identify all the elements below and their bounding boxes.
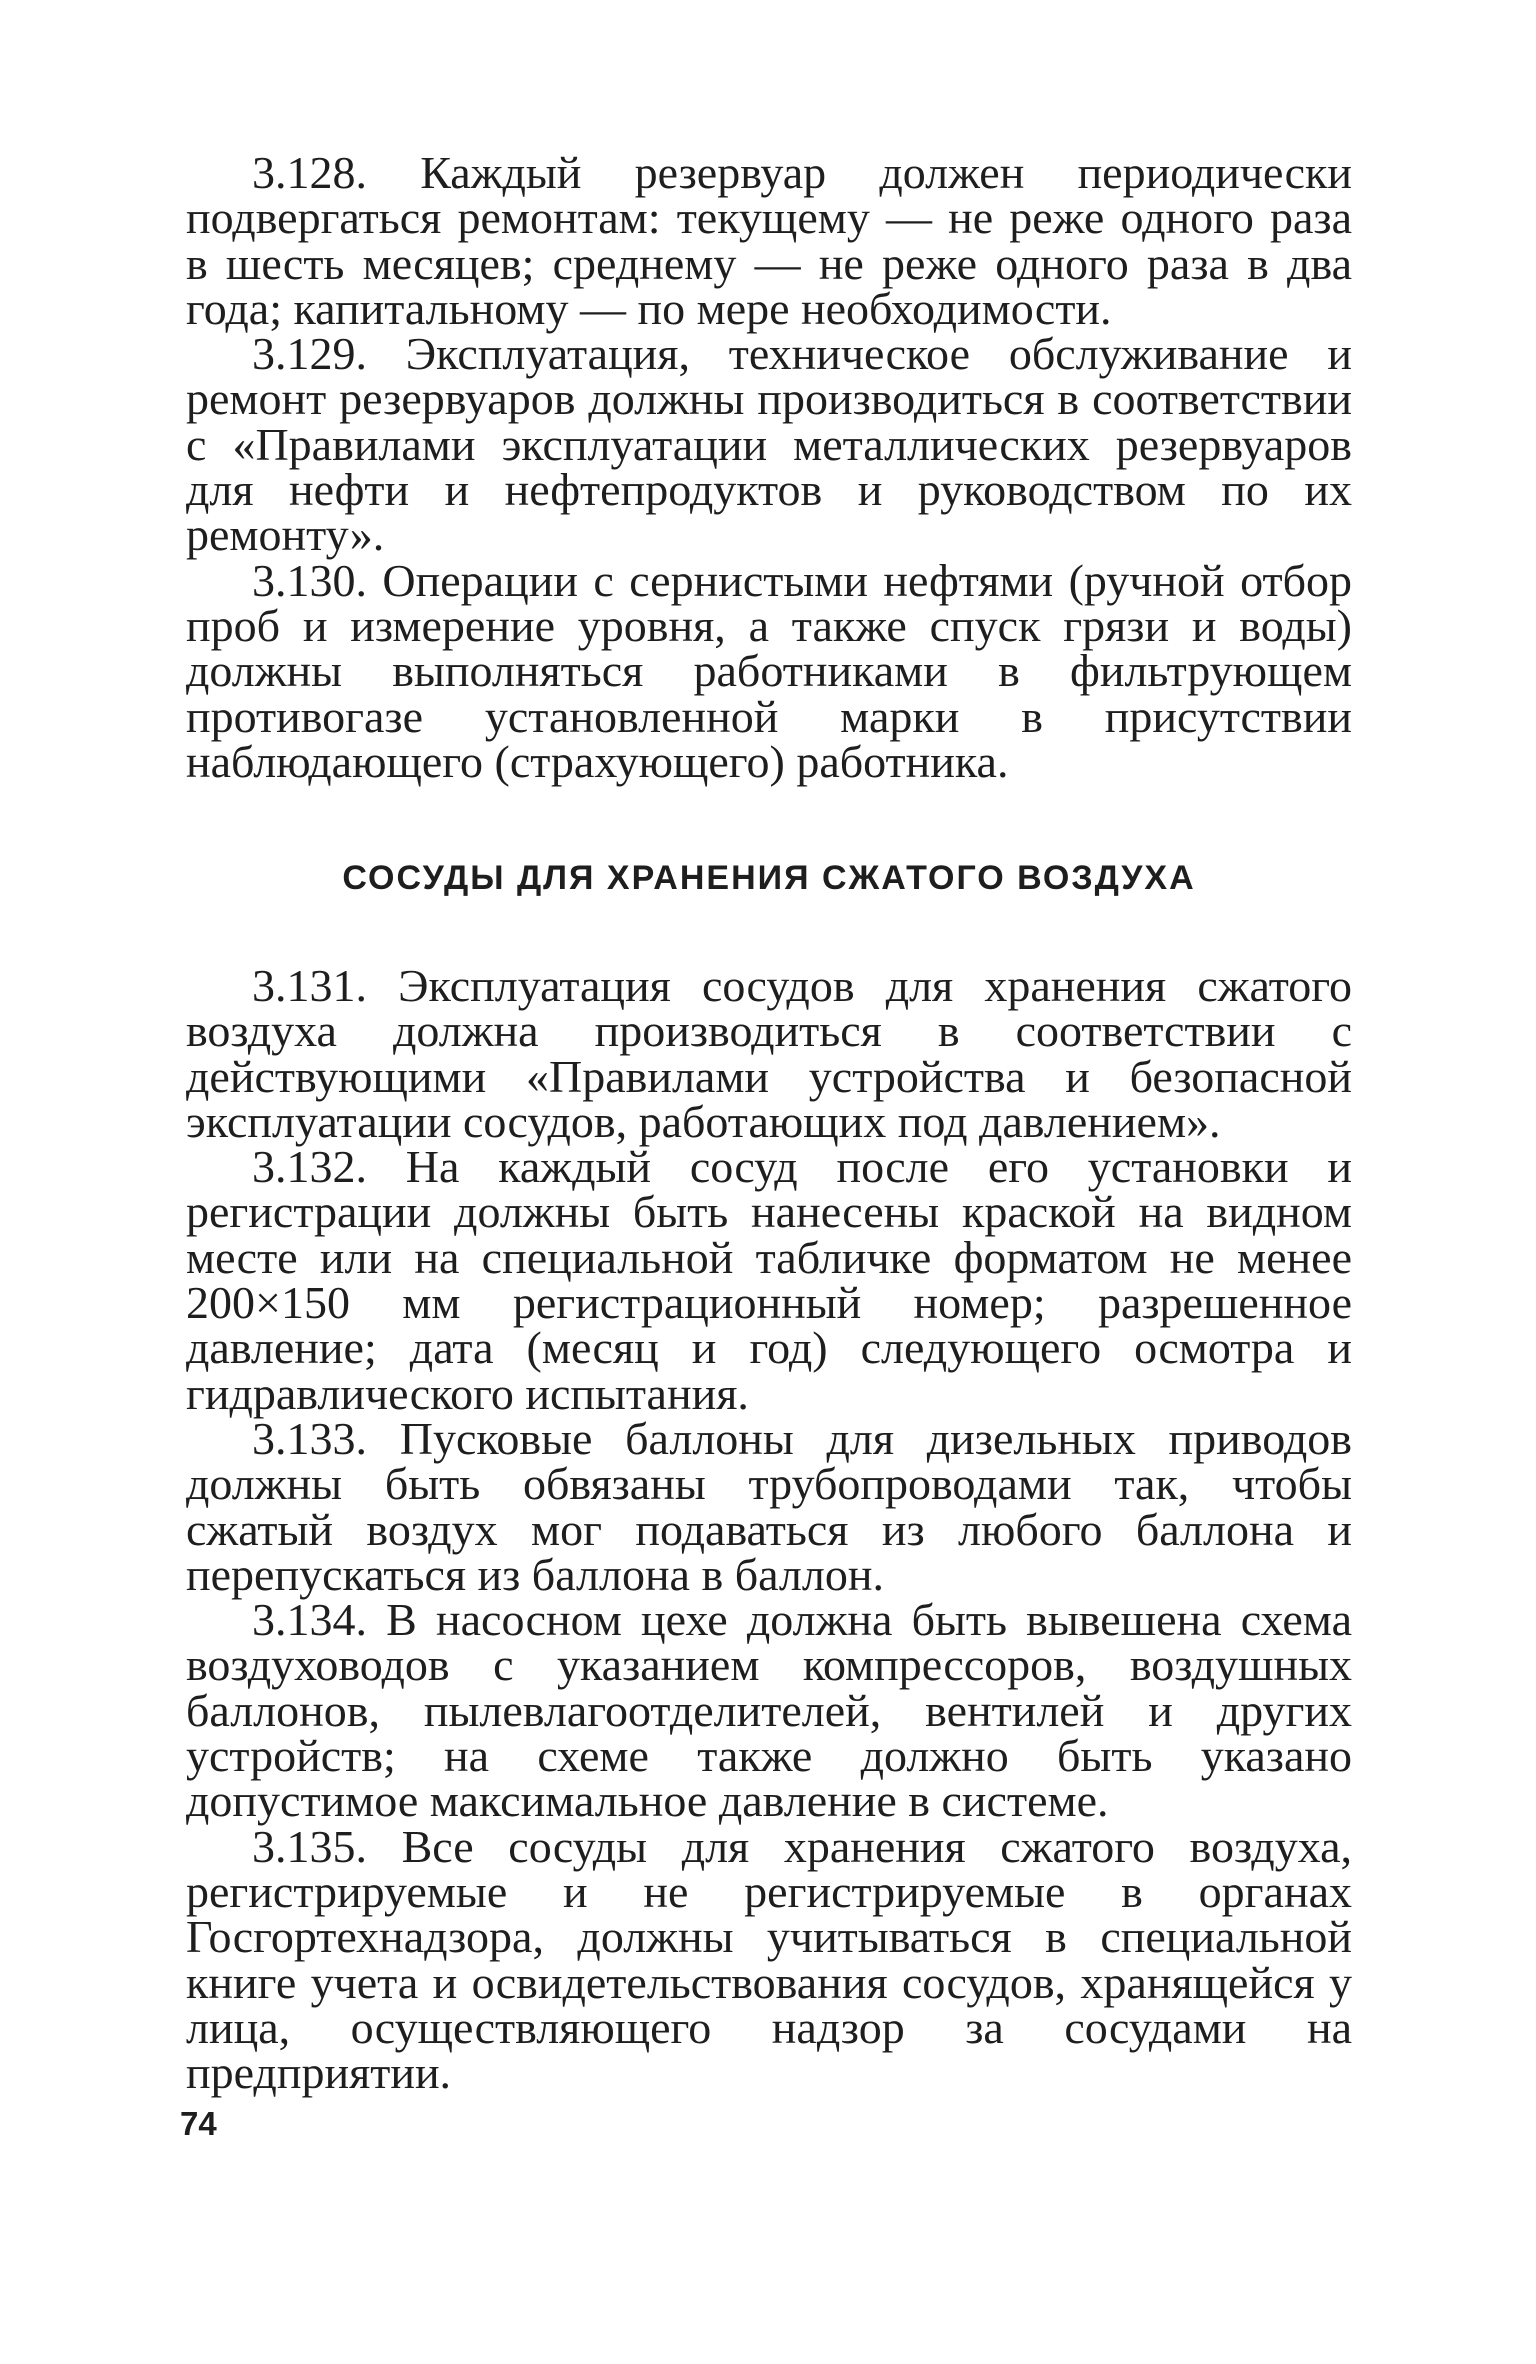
section-heading: СОСУДЫ ДЛЯ ХРАНЕНИЯ СЖАТОГО ВОЗДУХА [342, 859, 1196, 897]
paragraph-3-134: 3.134. В насосном цехе должна быть вывешена схема воздуховодов с указанием компрессоров, воздушных баллонов, пылевлагоотделителей, вентилей и других устройств; на схеме также должно быть указано допустимое максимальное давление в системе. [186, 1594, 1352, 1827]
paragraph-3-132: 3.132. На каждый сосуд после его установки и регистрации должны быть нанесены краской на видном месте или на специальной табличке форматом не менее 200×150 мм регистрационный номер; разрешенное давление; дата (месяц и год) следующего осмотра и гидравлического испытания. [186, 1141, 1352, 1419]
paragraph-3-133: 3.133. Пусковые баллоны для дизельных приводов должны быть обвязаны трубопроводами так, чтобы сжатый воздух мог подаваться из любого баллона и перепускаться из баллона в баллон. [186, 1412, 1352, 1600]
text-block-top [186, 147, 1352, 787]
paragraph-3-128: 3.128. Каждый резервуар должен периодически подвергаться ремонтам: текущему — не реже одного раза в шесть месяцев; среднему — не реже одного раза в два года; капитальному — по мере необходимости. [186, 147, 1352, 334]
paragraph-3-129: 3.129. Эксплуатация, техническое обслуживание и ремонт резервуаров должны производиться в соответствии с «Правилами эксплуатации металлических резервуаров для нефти и нефтепродуктов и руководством по их ремонту». [186, 328, 1352, 561]
paragraph-3-135: 3.135. Все сосуды для хранения сжатого воздуха, регистрируемые и не регистрируемые в органах Госгортехнадзора, должны учитываться в специальной книге учета и освидетельствования сосудов, хранящейся у лица, осуществляющего надзор за сосудами на предприятии. [186, 1820, 1352, 2099]
paragraph-3-131: 3.131. Эксплуатация сосудов для хранения сжатого воздуха должна производиться в соответствии с действующими «Правилами устройства и безопасной эксплуатации сосудов, работающих под давлением». [186, 960, 1352, 1147]
page-number: 74 [180, 2105, 217, 2142]
text-block-bottom [186, 960, 1352, 2099]
paragraph-3-130: 3.130. Операции с сернистыми нефтями (ручной отбор проб и измерение уровня, а также спуск грязи и воды) должны выполняться работниками в фильтрующем противогазе установленной марки в присутствии наблюдающего (страхующего) работника. [186, 554, 1352, 787]
